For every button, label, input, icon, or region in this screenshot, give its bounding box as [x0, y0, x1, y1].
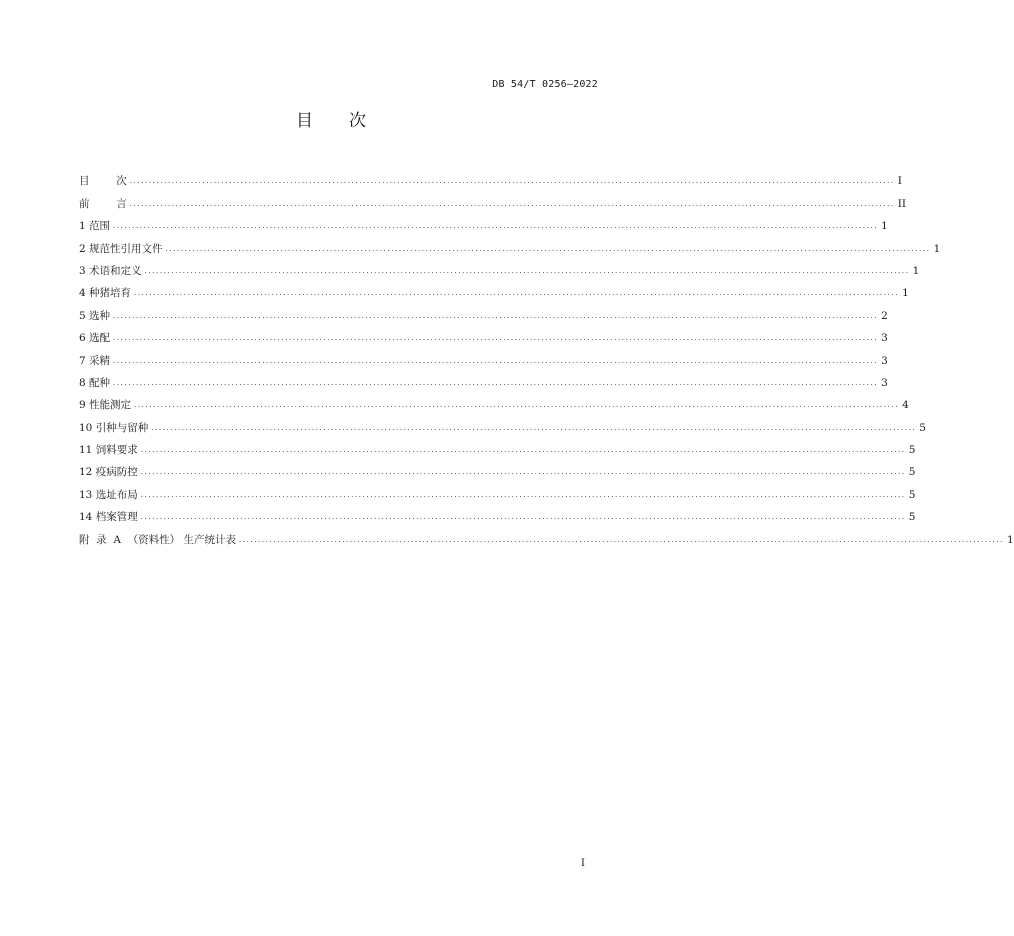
- toc-entry-label: 1 范围: [79, 220, 111, 233]
- toc-entry[interactable]: [79, 188, 907, 210]
- dot-leader: ........................................................................................................................................................................................................: [113, 356, 879, 365]
- toc-entry-label: 8 配种: [79, 376, 111, 389]
- toc-entry[interactable]: [79, 300, 888, 322]
- toc-entry[interactable]: [79, 211, 888, 233]
- toc-entry-page: 1: [933, 242, 941, 255]
- toc-entry[interactable]: [79, 233, 941, 255]
- dot-leader: ........................................................................................................................................................................................................: [140, 468, 906, 477]
- dot-leader: ........................................................................................................................................................................................................: [113, 222, 879, 231]
- page-title: 目次: [296, 111, 402, 131]
- toc-entry-label: 6 选配: [79, 332, 111, 345]
- toc-entry[interactable]: [79, 278, 909, 300]
- toc-entry-page: 3: [881, 332, 888, 345]
- toc-entry-page: I: [897, 175, 902, 188]
- toc-entry-page: 5: [908, 488, 916, 501]
- toc-entry-label: 目 次: [79, 175, 127, 188]
- toc-entry-page: 5: [908, 511, 916, 524]
- toc-entry-label: 4 种猪培育: [79, 287, 132, 300]
- toc-entry-label: 前 言: [79, 197, 127, 210]
- toc-entry-label: 5 选种: [79, 309, 111, 322]
- table-of-contents: [79, 166, 1014, 547]
- toc-entry-label: 10 引种与留种: [79, 421, 149, 434]
- toc-entry-label: 7 采精: [79, 354, 111, 367]
- toc-entry-label: 13 选址布局: [79, 488, 138, 501]
- dot-leader: ........................................................................................................................................................................................................: [113, 378, 879, 387]
- dot-leader: ........................................................................................................................................................................................................: [151, 423, 917, 432]
- toc-entry[interactable]: [79, 502, 916, 524]
- toc-entry-label: 14 档案管理: [79, 511, 138, 524]
- dot-leader: ........................................................................................................................................................................................................: [140, 513, 906, 522]
- toc-entry[interactable]: [79, 323, 888, 345]
- dot-leader: ........................................................................................................................................................................................................: [134, 401, 900, 410]
- toc-entry[interactable]: [79, 368, 888, 390]
- toc-entry[interactable]: [79, 479, 916, 501]
- toc-entry-label: 11 饲料要求: [79, 444, 138, 457]
- dot-leader: ........................................................................................................................................................................................................: [144, 266, 910, 275]
- dot-leader: ........................................................................................................................................................................................................: [140, 446, 906, 455]
- toc-entry-page: 5: [919, 421, 926, 434]
- dot-leader: ........................................................................................................................................................................................................: [113, 334, 879, 343]
- dot-leader: ........................................................................................................................................................................................................: [238, 535, 1004, 544]
- dot-leader: ........................................................................................................................................................................................................: [140, 490, 906, 499]
- toc-entry-page: 2: [881, 309, 888, 322]
- toc-entry[interactable]: [79, 457, 916, 479]
- toc-entry[interactable]: [79, 345, 888, 367]
- toc-entry-label: 附 录 A （资料性） 生产统计表: [79, 533, 236, 546]
- toc-entry-page: II: [897, 197, 907, 210]
- toc-entry-page: 3: [881, 376, 888, 389]
- dot-leader: ........................................................................................................................................................................................................: [113, 311, 879, 320]
- toc-entry[interactable]: [79, 390, 909, 412]
- toc-entry-page: 3: [881, 354, 888, 367]
- toc-entry-page: 5: [908, 466, 916, 479]
- dot-leader: ........................................................................................................................................................................................................: [165, 244, 931, 253]
- toc-entry-page: 1: [902, 287, 909, 300]
- toc-entry[interactable]: [79, 256, 920, 278]
- dot-leader: ........................................................................................................................................................................................................: [129, 177, 895, 186]
- toc-entry-page: 1: [1006, 533, 1014, 546]
- toc-entry-label: 9 性能测定: [79, 399, 132, 412]
- toc-entry-page: 5: [908, 444, 916, 457]
- dot-leader: ........................................................................................................................................................................................................: [129, 199, 895, 208]
- toc-entry-label: 3 术语和定义: [79, 264, 142, 277]
- document-code: DB 54/T 0256—2022: [492, 79, 598, 90]
- toc-entry[interactable]: [79, 166, 902, 188]
- toc-entry[interactable]: [79, 524, 1014, 546]
- page-number: I: [581, 858, 585, 869]
- toc-entry[interactable]: [79, 412, 926, 434]
- dot-leader: ........................................................................................................................................................................................................: [134, 289, 900, 298]
- toc-entry-page: 1: [881, 220, 888, 233]
- toc-entry-label: 2 规范性引用文件: [79, 242, 163, 255]
- toc-entry-page: 1: [912, 264, 920, 277]
- toc-entry-label: 12 疫病防控: [79, 466, 138, 479]
- toc-entry-page: 4: [902, 399, 909, 412]
- toc-entry[interactable]: [79, 435, 916, 457]
